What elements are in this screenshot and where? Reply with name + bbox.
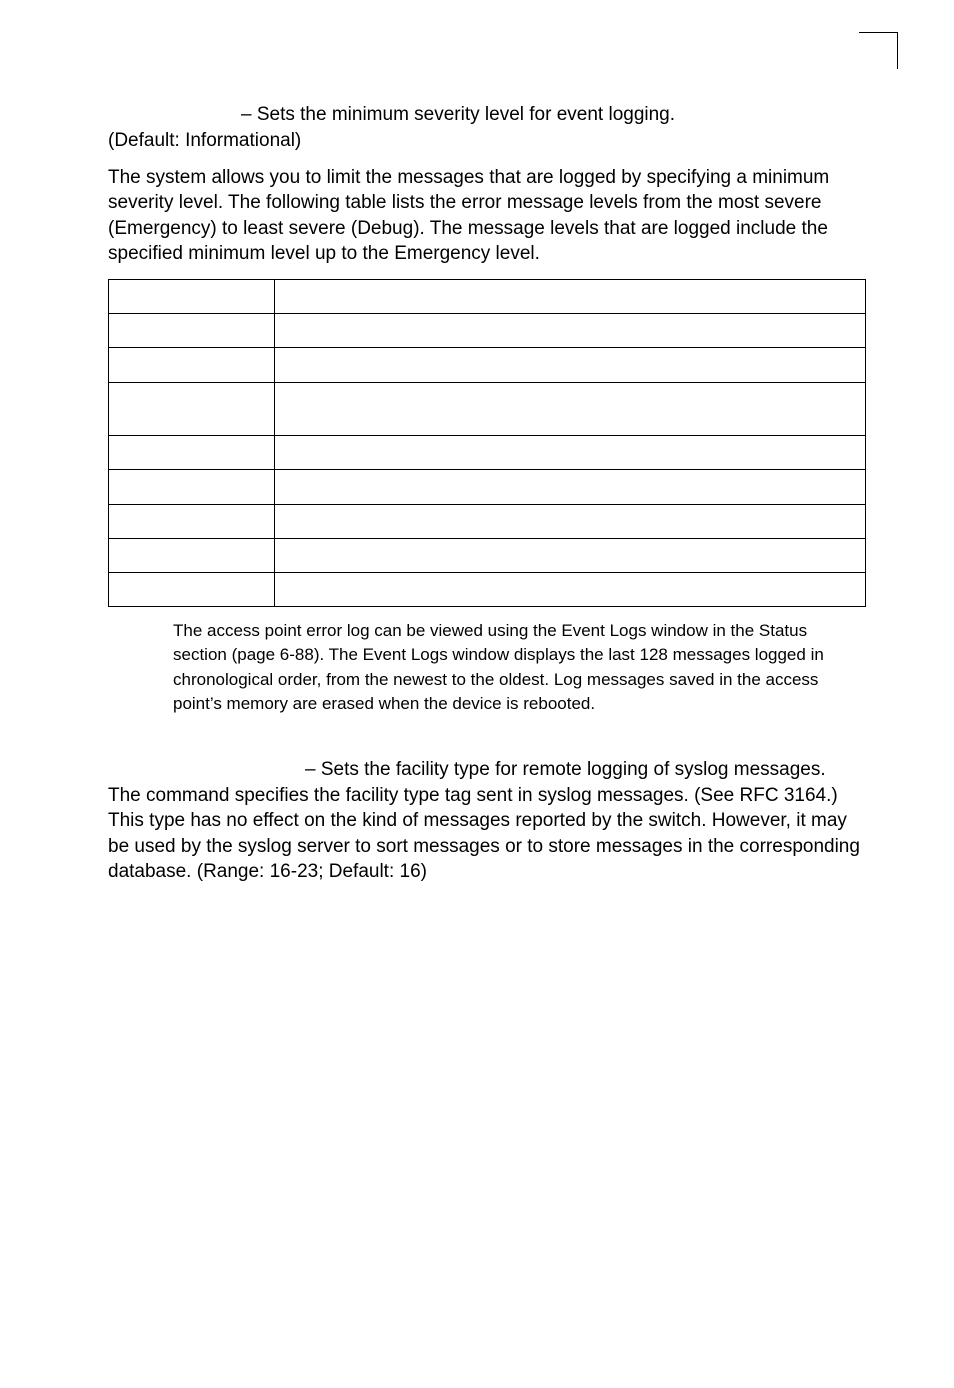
table-cell-description: [275, 314, 866, 348]
table-cell-level: [109, 573, 275, 607]
table-cell-level: [109, 280, 275, 314]
table-cell-description: [275, 436, 866, 470]
table-cell-description: [275, 348, 866, 383]
facility-item-paragraph: The command specifies the facility type tag sent in syslog messages. (See RFC 3164.) This type has no effect on the kind of messages reported by the switch. However, it may be used by the syslog server to sort messages or to store messages in the corresponding database. (Range: 16-23; Default: 16): [108, 785, 860, 882]
table-cell-level: [109, 470, 275, 505]
table-row: [109, 280, 866, 314]
event-log-note: The access point error log can be viewed using the Event Logs window in the Status section (page 6-88). The Event Logs window displays the last 128 messages logged in chronological order, from the newest to the oldest. Log messages saved in the access point’s memory are erased when the device is rebooted.: [173, 621, 824, 714]
severity-item-default: (Default: Informational): [108, 130, 302, 151]
table-cell-description: [275, 280, 866, 314]
table-row: [109, 314, 866, 348]
table-row: [109, 470, 866, 505]
table-cell-level: [109, 348, 275, 383]
table-cell-level: [109, 436, 275, 470]
table-row: [109, 436, 866, 470]
intro-paragraph: The system allows you to limit the messages that are logged by specifying a minimum severity level. The following table lists the error message levels from the most severe (Emergency) to least severe (Debug). The message levels that are logged include the specified minimum level up to the Emergency level.: [108, 167, 830, 264]
table-cell-description: [275, 383, 866, 436]
severity-item-text: – Sets the minimum severity level for event logging.: [241, 104, 676, 125]
table-cell-level: [109, 383, 275, 436]
table-row: [109, 573, 866, 607]
table-row: [109, 383, 866, 436]
facility-item-text: – Sets the facility type for remote logging of syslog messages.: [305, 759, 826, 780]
table-row: [109, 348, 866, 383]
page-corner-mark: [859, 32, 898, 69]
table-cell-description: [275, 539, 866, 573]
table-cell-description: [275, 505, 866, 539]
table-cell-level: [109, 314, 275, 348]
table-cell-description: [275, 470, 866, 505]
severity-levels-table: [108, 279, 866, 607]
table-row: [109, 539, 866, 573]
table-cell-level: [109, 539, 275, 573]
table-cell-description: [275, 573, 866, 607]
table-row: [109, 505, 866, 539]
table-cell-level: [109, 505, 275, 539]
